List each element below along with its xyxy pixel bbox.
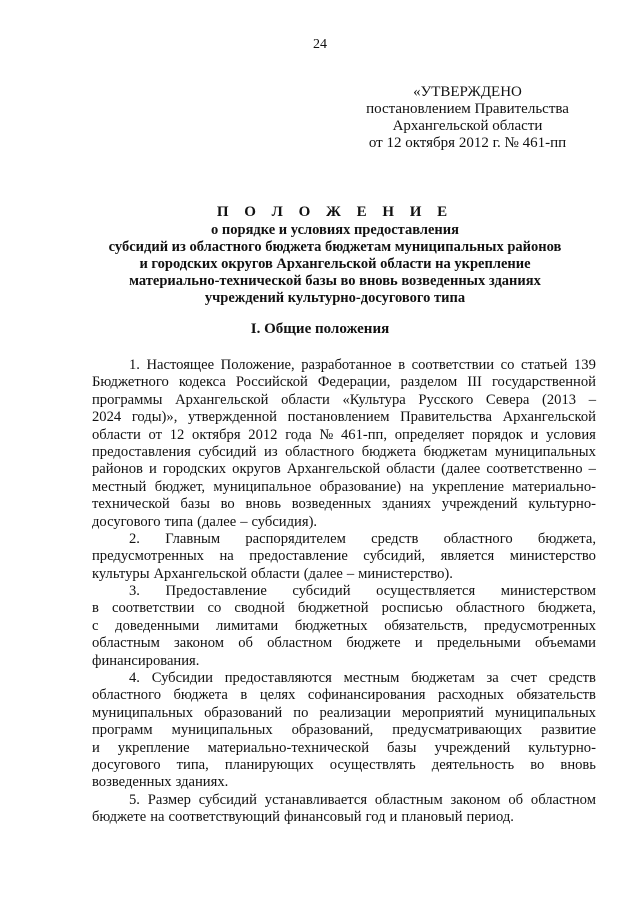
paragraph [92, 583, 596, 670]
title-line: субсидий из областного бюджета бюджетам муниципальных районов [108, 239, 562, 255]
title-line: о порядке и условиях предоставления [211, 222, 459, 238]
paragraph-line: муниципальных образований по реализации мероприятий муниципальных [92, 704, 596, 721]
paragraph-line: предоставления субсидий из областного бюджета бюджетам муниципальных [92, 443, 596, 460]
paragraph-line: досугового типа (далее – субсидия). [92, 513, 318, 530]
approval-line: «УТВЕРЖДЕНО [413, 84, 522, 100]
paragraph-line: и укрепление материально-технической базы учреждений культурно- [92, 739, 596, 756]
approval-stamp [360, 84, 575, 152]
title-line: материально-технической базы во вновь возведенных зданиях [129, 273, 541, 289]
paragraph [92, 357, 596, 531]
paragraph [92, 792, 596, 827]
paragraph-line: программы Архангельской области «Культура Русского Севера (2013 – [92, 391, 596, 408]
paragraph-line: 1. Настоящее Положение, разработанное в соответствии со статьей 139 [129, 357, 596, 373]
paragraph-line: программ муниципальных образований, предусматривающих развитие [92, 722, 596, 739]
title-line: и городских округов Архангельской области на укрепление [139, 256, 531, 272]
document-body [92, 357, 596, 827]
paragraph-line: Бюджетного кодекса Российской Федерации, разделом III государственной [92, 374, 596, 391]
paragraph-line: в соответствии со сводной бюджетной росписью областного бюджета, [92, 600, 596, 617]
approval-line: постановлением Правительства [366, 101, 569, 117]
approval-line: от 12 октября 2012 г. № 461-пп [368, 135, 567, 151]
approval-line: Архангельской области [392, 118, 543, 134]
paragraph-line: 5. Размер субсидий устанавливается областным законом об областном [129, 791, 596, 808]
section-title: I. Общие положения [250, 321, 390, 337]
page-number: 24 [313, 37, 327, 52]
title-line: учреждений культурно-досугового типа [204, 290, 466, 306]
paragraph-line: области от 12 октября 2012 года № 461-пп, определяет порядок и условия [92, 426, 596, 443]
paragraph-line: 4. Субсидии предоставляются местным бюджетам за счет средств [129, 670, 596, 687]
paragraph-line: культуры Архангельской области (далее – министерство). [92, 565, 453, 582]
paragraph-line: областного бюджета в целях софинансирования расходных обязательств [92, 687, 596, 704]
paragraph [92, 531, 596, 583]
paragraph-line: досугового типа, планирующих осуществлять деятельность во вновь [92, 756, 596, 773]
paragraph-line: с доведенными лимитами бюджетных обязательств, предусмотренных [92, 617, 596, 634]
paragraph-line: районов и городских округов Архангельской области (далее соответственно – [92, 461, 596, 478]
paragraph-line: бюджете на соответствующий финансовый год и плановый период. [92, 809, 514, 826]
paragraph-line: предусмотренных на предоставление субсидий, является министерство [92, 548, 596, 565]
paragraph-line: технической базы во вновь возведенных зданиях учреждений культурно- [92, 496, 596, 513]
paragraph [92, 670, 596, 792]
paragraph-line: 2024 годы)», утвержденной постановлением Правительства Архангельской [92, 409, 596, 426]
paragraph-line: местный бюджет, муниципальное образование) на укрепление материально- [92, 478, 596, 495]
paragraph-line: 3. Предоставление субсидий осуществляется министерством [129, 583, 596, 600]
paragraph-line: 2. Главным распорядителем средств областного бюджета, [129, 530, 596, 547]
document-heading: П О Л О Ж Е Н И Е [216, 204, 454, 220]
paragraph-line: финансирования. [92, 652, 200, 669]
document-title [70, 204, 600, 307]
paragraph-line: возведенных зданиях. [92, 774, 229, 791]
paragraph-line: областным законом об областном бюджете и предельными объемами [92, 635, 596, 652]
